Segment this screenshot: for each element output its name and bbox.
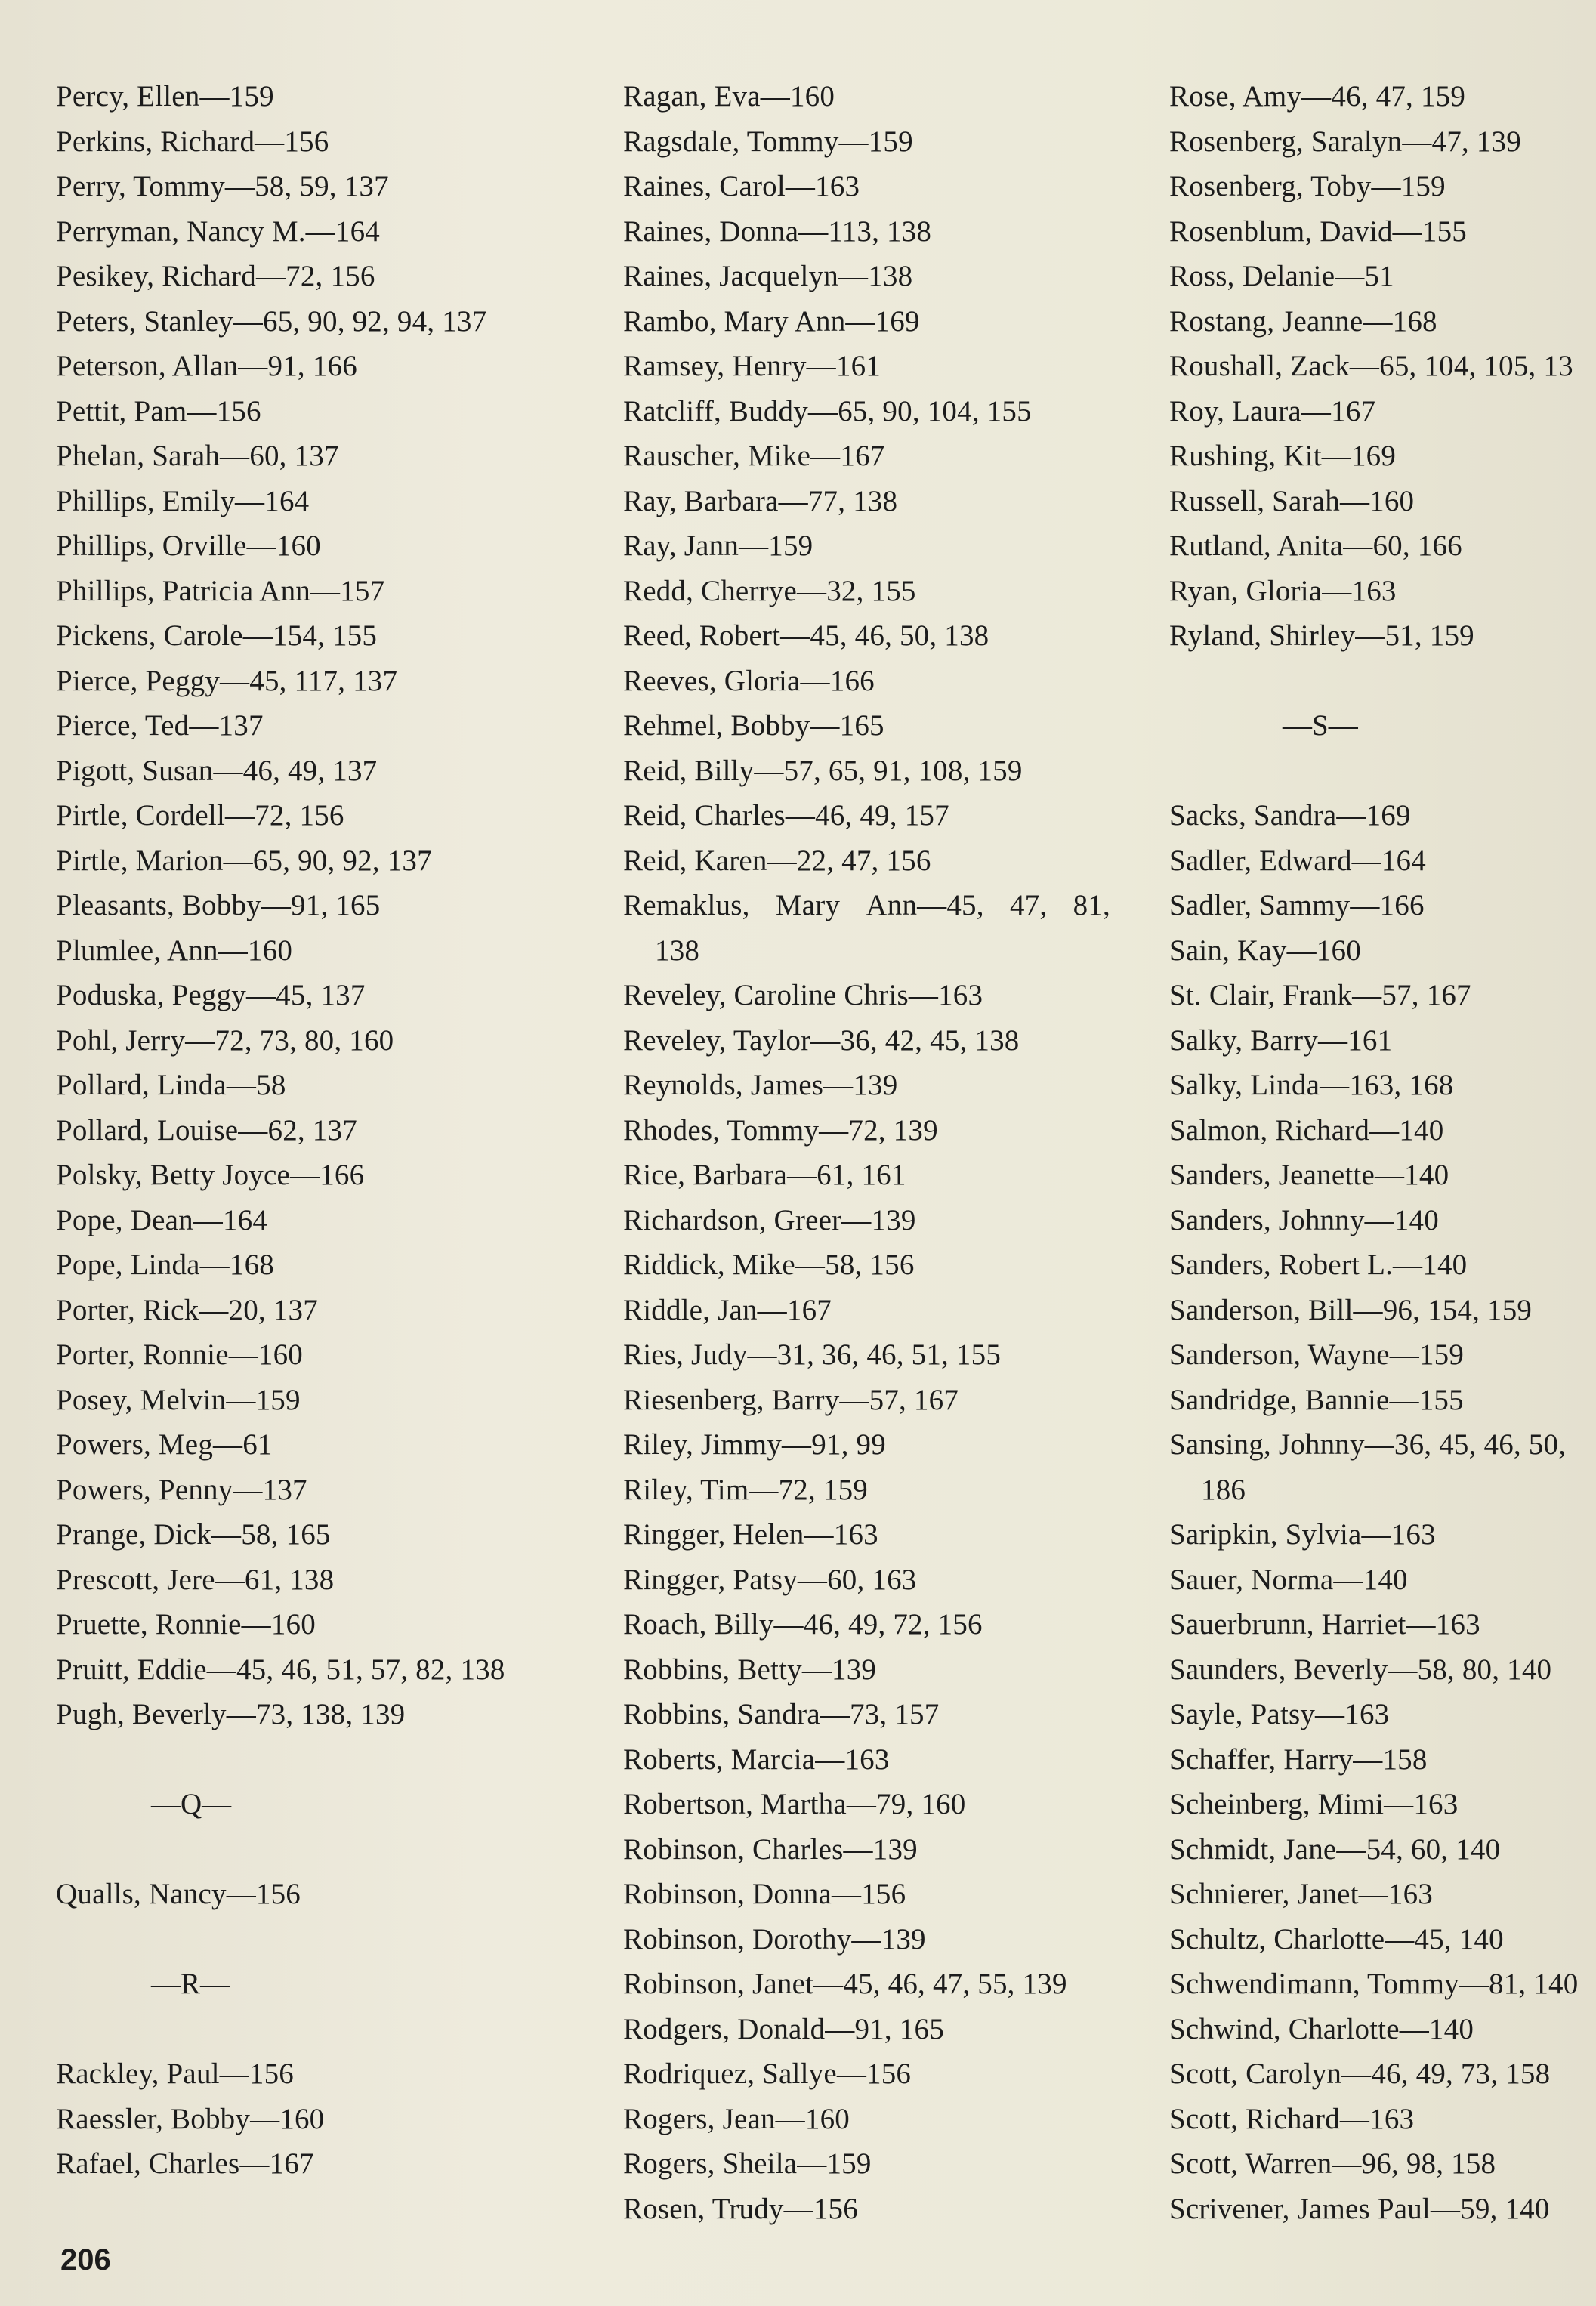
index-entry: Posey, Melvin—159 <box>56 1383 301 1416</box>
index-entry: Robinson, Donna—156 <box>623 1878 906 1910</box>
spacer <box>1169 659 1596 704</box>
index-entry: Pollard, Louise—62, 137 <box>56 1113 357 1147</box>
index-entry: Ramsey, Henry—161 <box>623 350 881 382</box>
index-entry: Scott, Richard—163 <box>1169 2102 1415 2135</box>
index-entry: Schmidt, Jane—54, 60, 140 <box>1169 1832 1501 1866</box>
index-entry: Raines, Donna—113, 138 <box>623 215 932 248</box>
index-entry: Ray, Jann—159 <box>623 529 813 562</box>
index-entry: Ragan, Eva—160 <box>623 80 835 113</box>
index-entry: Plumlee, Ann—160 <box>56 934 293 967</box>
index-entry: Pope, Dean—164 <box>56 1203 268 1236</box>
index-entry: Rushing, Kit—169 <box>1169 440 1397 472</box>
spacer <box>1169 749 1596 794</box>
index-entry: Powers, Penny—137 <box>56 1473 307 1506</box>
index-entry: Riesenberg, Barry—57, 167 <box>623 1383 959 1416</box>
index-entry: Schultz, Charlotte—45, 140 <box>1169 1922 1504 1956</box>
index-entry: Ross, Delanie—51 <box>1169 260 1394 292</box>
index-entry: Redd, Cherrye—32, 155 <box>623 574 916 607</box>
spacer <box>56 2007 577 2052</box>
index-entry: Perkins, Richard—156 <box>56 125 329 158</box>
section-letter-heading: —S— <box>1283 709 1358 742</box>
index-entry: Ragsdale, Tommy—159 <box>623 125 913 158</box>
index-entry: Scott, Warren—96, 98, 158 <box>1169 2147 1496 2180</box>
index-entry: Schwind, Charlotte—140 <box>1169 2012 1474 2045</box>
index-entry-word: 81, <box>1073 889 1110 921</box>
index-entry: Rafael, Charles—167 <box>56 2147 314 2180</box>
index-entry: Pigott, Susan—46, 49, 137 <box>56 754 378 787</box>
index-entry: Rambo, Mary Ann—169 <box>623 304 920 338</box>
index-entry: Pruitt, Eddie—45, 46, 51, 57, 82, 138 <box>56 1653 505 1686</box>
index-entry: Ray, Barbara—77, 138 <box>623 484 898 517</box>
index-entry: Rosenberg, Saralyn—47, 139 <box>1169 125 1521 158</box>
index-entry: Rose, Amy—46, 47, 159 <box>1169 80 1466 113</box>
index-entry: Porter, Rick—20, 137 <box>56 1293 318 1326</box>
index-entry: Rosen, Trudy—156 <box>623 2192 858 2225</box>
index-entry: Sacks, Sandra—169 <box>1169 799 1411 832</box>
index-entry: Poduska, Peggy—45, 137 <box>56 979 366 1011</box>
index-entry: Raines, Jacquelyn—138 <box>623 260 913 292</box>
index-entry: Robbins, Betty—139 <box>623 1653 877 1686</box>
index-entry: Robinson, Charles—139 <box>623 1832 918 1866</box>
index-entry: Phillips, Patricia Ann—157 <box>56 574 385 607</box>
index-entry: Schnierer, Janet—163 <box>1169 1878 1434 1910</box>
index-entry: Peters, Stanley—65, 90, 92, 94, 137 <box>56 304 487 338</box>
index-entry: Pickens, Carole—154, 155 <box>56 619 378 652</box>
index-entry: Prescott, Jere—61, 138 <box>56 1563 335 1596</box>
index-entry: Salmon, Richard—140 <box>1169 1113 1444 1147</box>
index-entry: Rodgers, Donald—91, 165 <box>623 2012 944 2045</box>
index-entry: Sain, Kay—160 <box>1169 934 1361 967</box>
index-entry: Saunders, Beverly—58, 80, 140 <box>1169 1653 1552 1686</box>
index-entry: Polsky, Betty Joyce—166 <box>56 1159 365 1191</box>
index-entry: Pirtle, Marion—65, 90, 92, 137 <box>56 844 432 877</box>
index-entry: Rosenblum, David—155 <box>1169 215 1467 248</box>
index-entry: Reid, Charles—46, 49, 157 <box>623 799 949 832</box>
index-entry: Peterson, Allan—91, 166 <box>56 350 357 382</box>
index-entry: Salky, Barry—161 <box>1169 1023 1393 1057</box>
index-entry: Schwendimann, Tommy—81, 140 <box>1169 1968 1579 2000</box>
index-entry <box>623 883 1110 928</box>
index-entry: Rutland, Anita—60, 166 <box>1169 529 1462 562</box>
index-column-3 <box>1169 74 1596 2231</box>
index-entry: Roberts, Marcia—163 <box>623 1743 890 1776</box>
index-entry: Ryland, Shirley—51, 159 <box>1169 619 1474 652</box>
spacer <box>56 1827 577 1872</box>
index-entry: Powers, Meg—61 <box>56 1428 273 1461</box>
index-entry: Phillips, Emily—164 <box>56 484 310 517</box>
index-entry: Roushall, Zack—65, 104, 105, 13 <box>1169 350 1573 382</box>
index-entry: Riley, Jimmy—91, 99 <box>623 1428 886 1461</box>
index-entry: St. Clair, Frank—57, 167 <box>1169 979 1471 1011</box>
index-entry: Pierce, Ted—137 <box>56 709 264 742</box>
index-entry: Reynolds, James—139 <box>623 1069 898 1101</box>
index-entry: Richardson, Greer—139 <box>623 1203 916 1236</box>
index-entry: Sanderson, Wayne—159 <box>1169 1338 1465 1371</box>
index-entry-continuation: 138 <box>655 934 700 967</box>
index-entry: Rodriquez, Sallye—156 <box>623 2057 912 2090</box>
index-entry: Robinson, Janet—45, 46, 47, 55, 139 <box>623 1968 1067 2000</box>
index-entry-word: Ann—45, <box>866 889 984 921</box>
index-entry: Phelan, Sarah—60, 137 <box>56 440 339 472</box>
index-entry: Saripkin, Sylvia—163 <box>1169 1518 1436 1551</box>
index-entry: Sayle, Patsy—163 <box>1169 1698 1390 1730</box>
index-entry: Pesikey, Richard—72, 156 <box>56 260 375 292</box>
index-entry: Pope, Linda—168 <box>56 1249 274 1281</box>
index-entry: Pierce, Peggy—45, 117, 137 <box>56 664 398 697</box>
index-entry: Sanders, Jeanette—140 <box>1169 1159 1449 1191</box>
index-entry: Rackley, Paul—156 <box>56 2057 294 2090</box>
index-entry: Sauer, Norma—140 <box>1169 1563 1408 1596</box>
index-entry: Rhodes, Tommy—72, 139 <box>623 1113 938 1147</box>
index-entry-word: Remaklus, <box>623 889 750 921</box>
index-entry: Phillips, Orville—160 <box>56 529 321 562</box>
index-entry: Scott, Carolyn—46, 49, 73, 158 <box>1169 2057 1551 2090</box>
index-entry: Reveley, Taylor—36, 42, 45, 138 <box>623 1023 1020 1057</box>
index-entry: Prange, Dick—58, 165 <box>56 1518 331 1551</box>
index-entry: Rosenberg, Toby—159 <box>1169 170 1446 202</box>
index-entry-word: Mary <box>775 889 841 921</box>
index-entry: Rice, Barbara—61, 161 <box>623 1159 906 1191</box>
index-entry: Reveley, Caroline Chris—163 <box>623 979 983 1011</box>
index-entry: Pirtle, Cordell—72, 156 <box>56 799 344 832</box>
index-entry: Rogers, Jean—160 <box>623 2102 850 2135</box>
index-entry: Riddick, Mike—58, 156 <box>623 1249 915 1281</box>
index-entry: Reed, Robert—45, 46, 50, 138 <box>623 619 989 652</box>
index-entry: Ringger, Helen—163 <box>623 1518 878 1551</box>
index-entry: Russell, Sarah—160 <box>1169 484 1415 517</box>
index-entry: Rostang, Jeanne—168 <box>1169 304 1437 338</box>
index-entry: Ringger, Patsy—60, 163 <box>623 1563 917 1596</box>
index-entry: Scheinberg, Mimi—163 <box>1169 1788 1459 1820</box>
index-entry: Pollard, Linda—58 <box>56 1069 286 1101</box>
index-entry: Sauerbrunn, Harriet—163 <box>1169 1608 1480 1641</box>
index-entry: Robinson, Dorothy—139 <box>623 1922 926 1956</box>
index-column-2 <box>623 74 1122 2231</box>
index-entry: Rogers, Sheila—159 <box>623 2147 872 2180</box>
index-entry: Pleasants, Bobby—91, 165 <box>56 889 381 921</box>
index-entry: Sadler, Sammy—166 <box>1169 889 1425 921</box>
index-entry: Sanders, Johnny—140 <box>1169 1203 1439 1236</box>
index-entry-continuation: 186 <box>1201 1473 1246 1506</box>
spacer <box>56 1917 577 1962</box>
index-entry: Pettit, Pam—156 <box>56 394 261 428</box>
section-letter-heading: —Q— <box>151 1788 232 1820</box>
index-entry: Ratcliff, Buddy—65, 90, 104, 155 <box>623 394 1032 428</box>
index-entry: Percy, Ellen—159 <box>56 80 274 113</box>
index-entry: Riley, Tim—72, 159 <box>623 1473 868 1506</box>
index-entry: Perryman, Nancy M.—164 <box>56 215 380 248</box>
index-entry: Rauscher, Mike—167 <box>623 440 885 472</box>
index-entry: Reid, Billy—57, 65, 91, 108, 159 <box>623 754 1023 787</box>
index-entry: Raines, Carol—163 <box>623 170 860 202</box>
index-entry: Sanders, Robert L.—140 <box>1169 1249 1468 1281</box>
index-entry: Roy, Laura—167 <box>1169 394 1376 428</box>
index-entry: Ries, Judy—31, 36, 46, 51, 155 <box>623 1338 1002 1371</box>
index-entry: Rehmel, Bobby—165 <box>623 709 884 742</box>
index-entry: Roach, Billy—46, 49, 72, 156 <box>623 1608 983 1641</box>
index-entry: Sansing, Johnny—36, 45, 46, 50, <box>1169 1428 1567 1461</box>
index-entry: Robbins, Sandra—73, 157 <box>623 1698 940 1730</box>
index-entry: Reid, Karen—22, 47, 156 <box>623 844 931 877</box>
index-entry: Reeves, Gloria—166 <box>623 664 875 697</box>
index-entry: Pugh, Beverly—73, 138, 139 <box>56 1698 406 1730</box>
index-entry: Sandridge, Bannie—155 <box>1169 1383 1464 1416</box>
index-entry: Salky, Linda—163, 168 <box>1169 1069 1454 1101</box>
index-entry: Pohl, Jerry—72, 73, 80, 160 <box>56 1023 394 1057</box>
page-number: 206 <box>60 2243 111 2277</box>
index-entry: Ryan, Gloria—163 <box>1169 574 1397 607</box>
index-entry: Scrivener, James Paul—59, 140 <box>1169 2192 1550 2225</box>
index-entry-word: 47, <box>1009 889 1048 921</box>
index-entry: Sadler, Edward—164 <box>1169 844 1426 877</box>
index-entry: Raessler, Bobby—160 <box>56 2102 325 2135</box>
index-entry: Qualls, Nancy—156 <box>56 1878 301 1910</box>
index-entry: Porter, Ronnie—160 <box>56 1338 304 1371</box>
index-column-1 <box>56 74 577 2187</box>
index-entry: Schaffer, Harry—158 <box>1169 1743 1428 1776</box>
section-letter-heading: —R— <box>151 1968 230 2000</box>
index-entry: Perry, Tommy—58, 59, 137 <box>56 170 389 202</box>
spacer <box>56 1737 577 1783</box>
index-entry: Robertson, Martha—79, 160 <box>623 1788 966 1820</box>
index-entry: Sanderson, Bill—96, 154, 159 <box>1169 1293 1533 1326</box>
index-entry: Riddle, Jan—167 <box>623 1293 832 1326</box>
index-entry: Pruette, Ronnie—160 <box>56 1608 316 1641</box>
